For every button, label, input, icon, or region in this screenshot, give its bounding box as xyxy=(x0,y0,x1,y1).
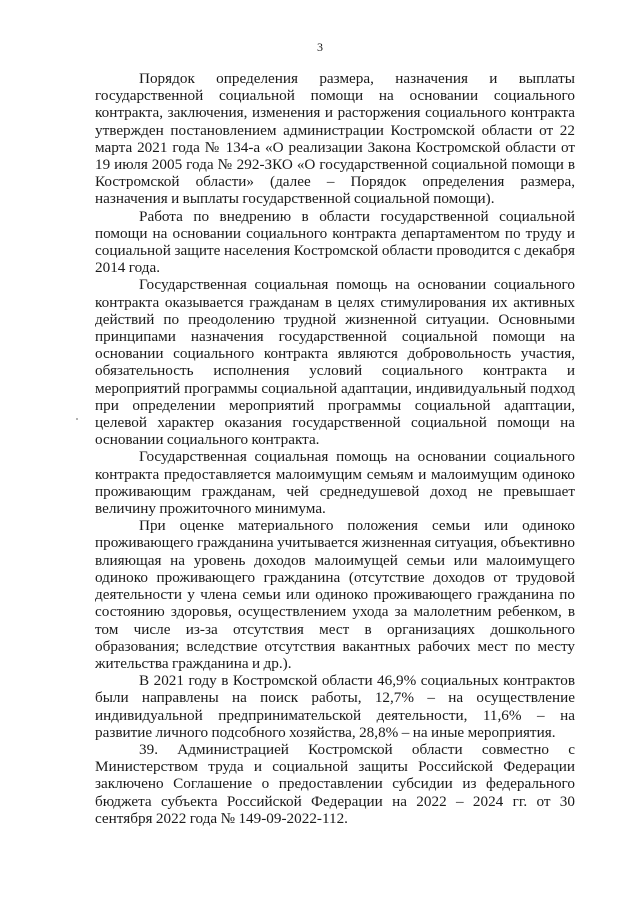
paragraph-statistics-2021: В 2021 году в Костромской области 46,9% социальных контрактов были направлены на поиск работы, 12,7% – на осуществление индивидуальной предпринимательской деятельности, 11,6% – на развитие личного подсобного хозяйства, 28,8% – на иные мероприятия. xyxy=(95,672,575,741)
scan-speck xyxy=(76,418,78,420)
page-number: 3 xyxy=(317,40,323,54)
paragraph-implementation: Работа по внедрению в области государственной социальной помощи на основании социального контракта департаментом по труду и социальной защите населения Костромской области проводится с декабря 2014 года. xyxy=(95,207,575,277)
paragraph-assessment: При оценке материального положения семьи или одиноко проживающего гражданина учитывается жизненная ситуация, объективно влияющая на уровень доходов малоимущей семьи или малоимущего одиноко проживающего гражданина (отсутствие доходов от трудовой деятельности у члена семьи или одиноко проживающего гражданина по состоянию здоровья, осуществлением ухода за малолетним ребенком, в том числе из-за отсутствия мест в организациях дошкольного образования; вследствие отсутствия вакантных рабочих мест по месту жительства гражданина и др.). xyxy=(95,517,575,672)
paragraph-eligibility: Государственная социальная помощь на основании социального контракта предоставляется малоимущим семьям и малоимущим одиноко проживающим гражданам, чей среднедушевой доход не превышает величину прожиточного минимума. xyxy=(95,448,575,518)
paragraph-procedure: Порядок определения размера, назначения и выплаты государственной социальной помощи на основании социального контракта, заключения, изменения и расторжения социального контракта утвержден постановлением администрации Костромской области от 22 марта 2021 года № 134-а «О реализации Закона Костромской области от 19 июля 2005 года № 292-ЗКО «О государственной социальной помощи в Костромской области» (далее – Порядок определения размера, назначения и выплаты государственной социальной помощи). xyxy=(95,70,575,208)
document-body xyxy=(95,70,575,827)
paragraph-agreement: 39. Администрацией Костромской области совместно с Министерством труда и социальной защиты Российской Федерации заключено Соглашение о предоставлении субсидии из федерального бюджета субъекта Российской Федерации на 2022 – 2024 гг. от 30 сентября 2022 года № 149-09-2022-112. xyxy=(95,740,575,827)
paragraph-principles: Государственная социальная помощь на основании социального контракта оказывается гражданам в целях стимулирования их активных действий по преодолению трудной жизненной ситуации. Основными принципами назначения государственной социальной помощи на основании социального контракта являются добровольность участия, обязательность исполнения условий социального контракта и мероприятий программы социальной адаптации, индивидуальный подход при определении мероприятий программы социальной адаптации, целевой характер оказания государственной социальной помощи на основании социального контракта. xyxy=(95,276,575,449)
